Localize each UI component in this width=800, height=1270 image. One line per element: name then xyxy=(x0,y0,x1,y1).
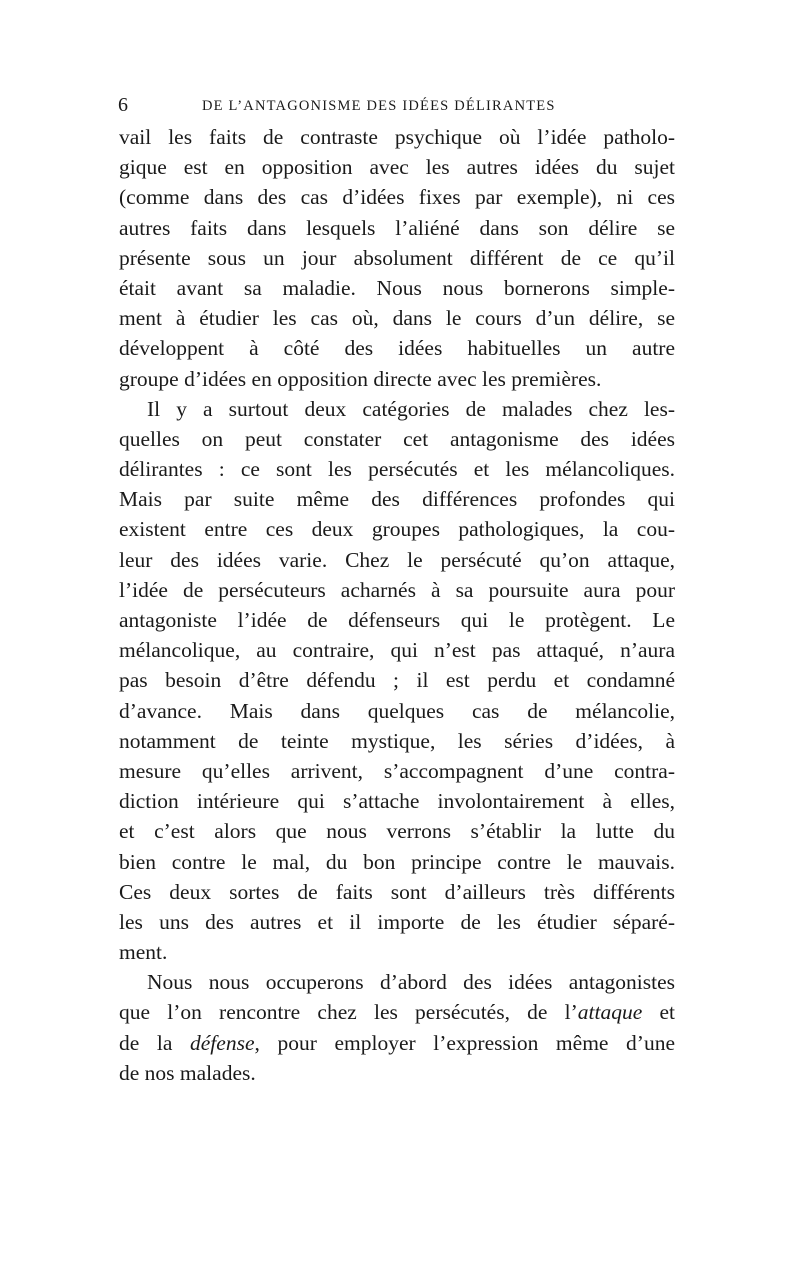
text-line: existent entre ces deux groupes pathologiques, la cou- xyxy=(119,517,675,542)
text-line: mesure qu’elles arrivent, s’accompagnent d’une contra- xyxy=(119,758,675,783)
text-line: développent à côté des idées habituelles un autre xyxy=(119,336,675,361)
text-segment: , pour employer l’expression même d’une xyxy=(254,1030,676,1055)
text-line: était avant sa maladie. Nous nous bornerons simple- xyxy=(119,275,675,300)
running-head xyxy=(118,92,680,118)
text-line: Ces deux sortes de faits sont d’ailleurs très différents xyxy=(119,879,675,904)
text-line: présente sous un jour absolument différent de ce qu’il xyxy=(119,245,675,270)
text-line: notamment de teinte mystique, les séries d’idées, à xyxy=(119,728,675,753)
text-line: les uns des autres et il importe de les étudier séparé- xyxy=(119,909,675,934)
text-line: Mais par suite même des différences profondes qui xyxy=(119,487,675,512)
text-line: délirantes : ce sont les persécutés et les mélancoliques. xyxy=(119,457,675,482)
text-line: diction intérieure qui s’attache involontairement à elles, xyxy=(119,789,675,814)
page-number: 6 xyxy=(118,94,128,116)
italic-word-defense: défense xyxy=(190,1030,255,1055)
text-line: ment à étudier les cas où, dans le cours d’un délire, se xyxy=(119,306,675,331)
italic-word-attaque: attaque xyxy=(577,1000,643,1025)
text-segment: que l’on rencontre chez les persécutés, de l’ xyxy=(119,1000,578,1025)
text-line: et c’est alors que nous verrons s’établir la lutte du xyxy=(119,819,675,844)
text-line: bien contre le mal, du bon principe contre le mauvais. xyxy=(119,849,675,874)
text-line: (comme dans des cas d’idées fixes par exemple), ni ces xyxy=(119,185,675,210)
text-line: groupe d’idées en opposition directe avec les premières. xyxy=(119,366,602,391)
text-segment: et xyxy=(642,1000,675,1025)
text-line: autres faits dans lesquels l’aliéné dans son délire se xyxy=(119,215,675,240)
body-text xyxy=(119,122,675,1088)
text-line: d’avance. Mais dans quelques cas de mélancolie, xyxy=(119,698,675,723)
text-line: Il y a surtout deux catégories de malades chez les- xyxy=(147,396,675,421)
text-segment: de la xyxy=(119,1030,191,1055)
text-line: de nos malades. xyxy=(119,1060,256,1085)
text-line: leur des idées varie. Chez le persécuté qu’on attaque, xyxy=(119,547,675,572)
running-head-title: DE L’ANTAGONISME DES IDÉES DÉLIRANTES xyxy=(202,98,556,114)
text-line: ment. xyxy=(119,940,168,965)
text-line: pas besoin d’être défendu ; il est perdu et condamné xyxy=(119,668,675,693)
text-line: vail les faits de contraste psychique où l’idée patholo- xyxy=(119,125,675,149)
text-line-with-italic xyxy=(119,997,675,1027)
text-line: gique est en opposition avec les autres idées du sujet xyxy=(119,155,675,180)
text-line: quelles on peut constater cet antagonisme des idées xyxy=(119,426,675,451)
text-line: mélancolique, au contraire, qui n’est pas attaqué, n’aura xyxy=(119,638,675,663)
text-line: Nous nous occuperons d’abord des idées antagonistes xyxy=(147,970,675,995)
text-line: antagoniste l’idée de défenseurs qui le protègent. Le xyxy=(119,608,675,632)
text-line-with-italic xyxy=(119,1028,675,1058)
text-line: l’idée de persécuteurs acharnés à sa poursuite aura pour xyxy=(119,577,675,602)
